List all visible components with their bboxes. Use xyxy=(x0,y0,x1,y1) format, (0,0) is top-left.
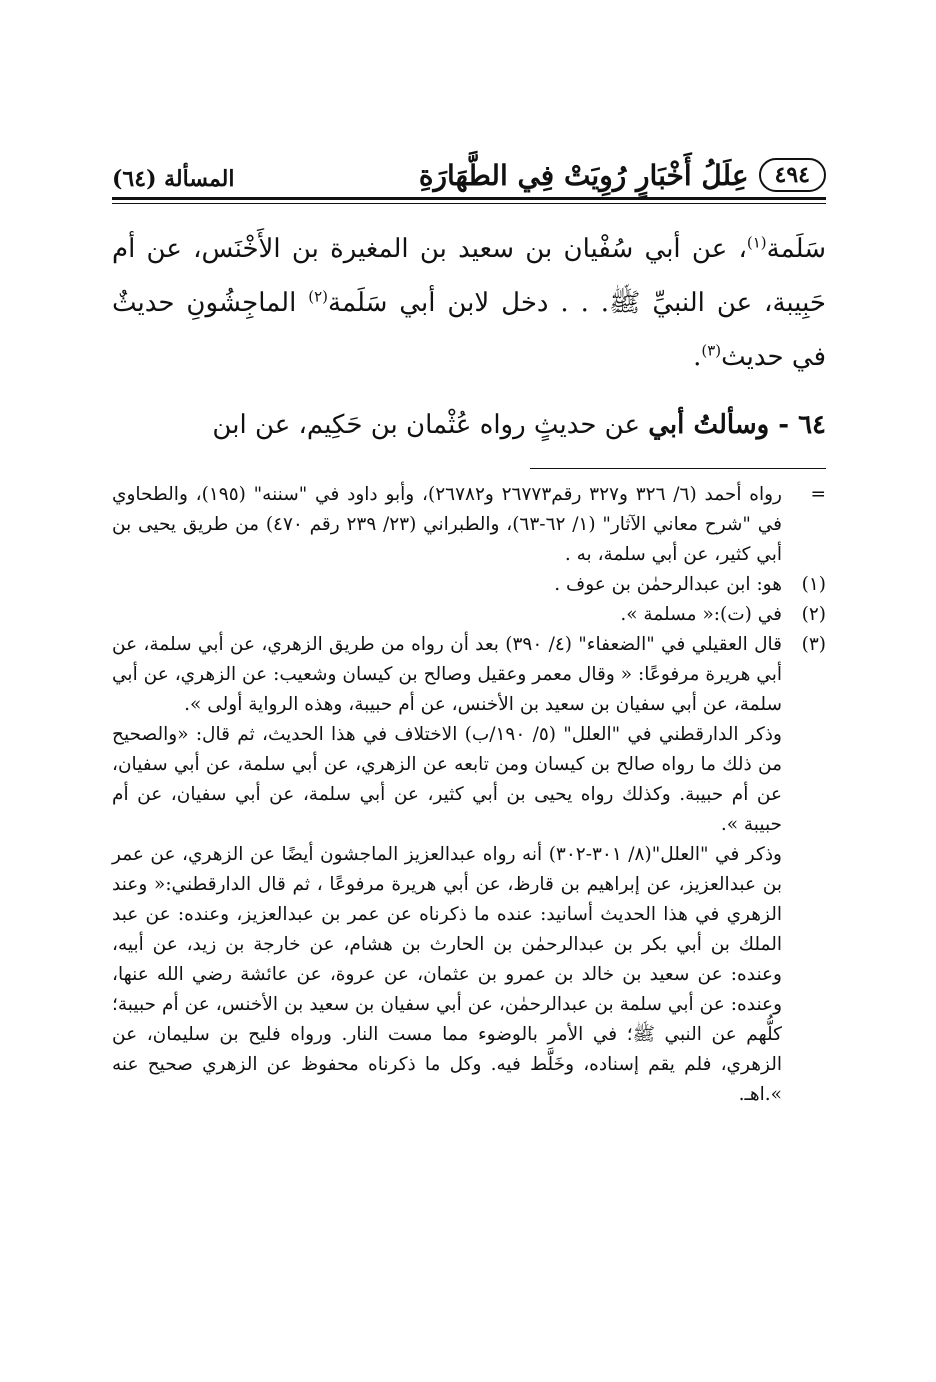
footnote-mark: (٣) xyxy=(801,634,826,655)
footnote-text: وذكر الدارقطني في "العلل" (٥/ ١٩٠/ب) الاختلاف في هذا الحديث، ثم قال: «والصحيح من ذلك ما رواه صالح بن كيسان ومن تابعه عن الزهري، عن أبي سلمة، عن أبي سفيان، عن أم حبيبة. وكذلك رواه يحيى بن أبي كثير، عن أبي سلمة، عن أبي سفيان، عن أم حبيبة ». xyxy=(112,724,782,835)
footnote-text: وذكر في "العلل"(٨/ ٣٠١-٣٠٢) أنه رواه عبدالعزيز الماجشون أيضًا عن الزهري، عن عمر بن عبدالعزيز، عن إبراهيم بن قارظ، عن أبي هريرة مرفوعًا ، ثم قال الدارقطني:« وعند الزهري في هذا الحديث أسانيد: عنده ما ذكرناه عن عمر بن عبدالعزيز، وعنده: عن عبد الملك بن أبي بكر بن عبدالرحمٰن بن الحارث بن هشام، عن خارجة بن زيد، عن أبيه، وعنده: عن سعيد بن خالد بن عمرو بن عثمان، عن عروة، عن عائشة رضي الله عنها، وعنده: عن أبي سلمة بن عبدالرحمٰن، عن أبي سفيان بن سعيد بن الأخنس، عن أم حبيبة؛ كلُّهم عن النبي ﷺ؛ في الأمر بالوضوء مما مست النار. ورواه فليح بن سليمان، عن الزهري، فلم يقم إسناده، وخَلَّط فيه. وكل ما ذكرناه محفوظ عن الزهري صحيح عنه ».اهـ. xyxy=(112,844,782,1105)
header-rule xyxy=(112,197,826,204)
footnote-text: رواه أحمد (٦/ ٣٢٦ و٣٢٧ رقم٢٦٧٧٣ و٢٦٧٨٢)، وأبو داود في "سننه" (١٩٥)، والطحاوي في "شرح معاني الآثار" (١/ ٦٢-٦٣)، والطبراني (٢٣/ ٢٣٩ رقم ٤٧٠) من طريق يحيى بن أبي كثير، عن أبي سلمة، به . xyxy=(112,484,782,565)
text-run: ، عن أبي سُفْيان بن سعيد بن المغيرة بن الأَخْنَس، عن أم حَبِيبة، عن النبيِّ ﷺ. . . دخل لابن أبي سَلَمة xyxy=(112,234,827,318)
header-right xyxy=(419,158,826,192)
footnote-1 xyxy=(112,570,826,600)
footnote-continuation xyxy=(112,480,826,570)
chapter-title: المسألة (٦٤) xyxy=(112,166,235,192)
main-text xyxy=(112,222,826,452)
footnote-ref-2: (٢) xyxy=(308,287,329,306)
footnote-3 xyxy=(112,630,826,1110)
footnote-text: في (ت):« مسلمة ». xyxy=(620,604,782,625)
footnote-ref-1: (١) xyxy=(746,233,767,252)
footnote-mark: (١) xyxy=(801,574,826,595)
question-lead: ٦٤ - وسألتُ أبي xyxy=(648,410,826,440)
footnote-text: قال العقيلي في "الضعفاء" (٤/ ٣٩٠) بعد أن رواه من طريق الزهري، عن أبي سلمة، عن أبي هريرة مرفوعًا: « وقال معمر وعقيل وصالح بن كيسان وشعيب: عن الزهري، عن أبي سلمة، عن أبي سفيان بن سعيد بن الأخنس، عن أم حبيبة، وهذه الرواية أولى ». xyxy=(112,634,782,715)
footnote-separator xyxy=(530,468,826,469)
page-header xyxy=(112,148,826,192)
footnote-mark: = xyxy=(810,484,826,505)
text-run: . xyxy=(693,342,702,372)
page-number: ٤٩٤ xyxy=(759,158,826,192)
question-text: عن حديثٍ رواه عُثْمان بن حَكِيم، عن ابن xyxy=(212,410,649,440)
main-paragraph xyxy=(112,222,826,384)
question-paragraph xyxy=(112,398,826,452)
footnote-mark: (٢) xyxy=(801,604,826,625)
footnote-text: هو: ابن عبدالرحمٰن بن عوف . xyxy=(554,574,782,595)
text-run: سَلَمة xyxy=(766,234,826,264)
book-title: عِلَلُ أَخْبَارٍ رُوِيَتْ فِي الطَّهَارَةِ xyxy=(418,158,749,192)
footnote-ref-3: (٣) xyxy=(701,341,722,360)
footnote-2 xyxy=(112,600,826,630)
text-run: الماجِشُونِ حديثٌ في حديث xyxy=(112,288,826,372)
footnotes xyxy=(112,480,826,1110)
